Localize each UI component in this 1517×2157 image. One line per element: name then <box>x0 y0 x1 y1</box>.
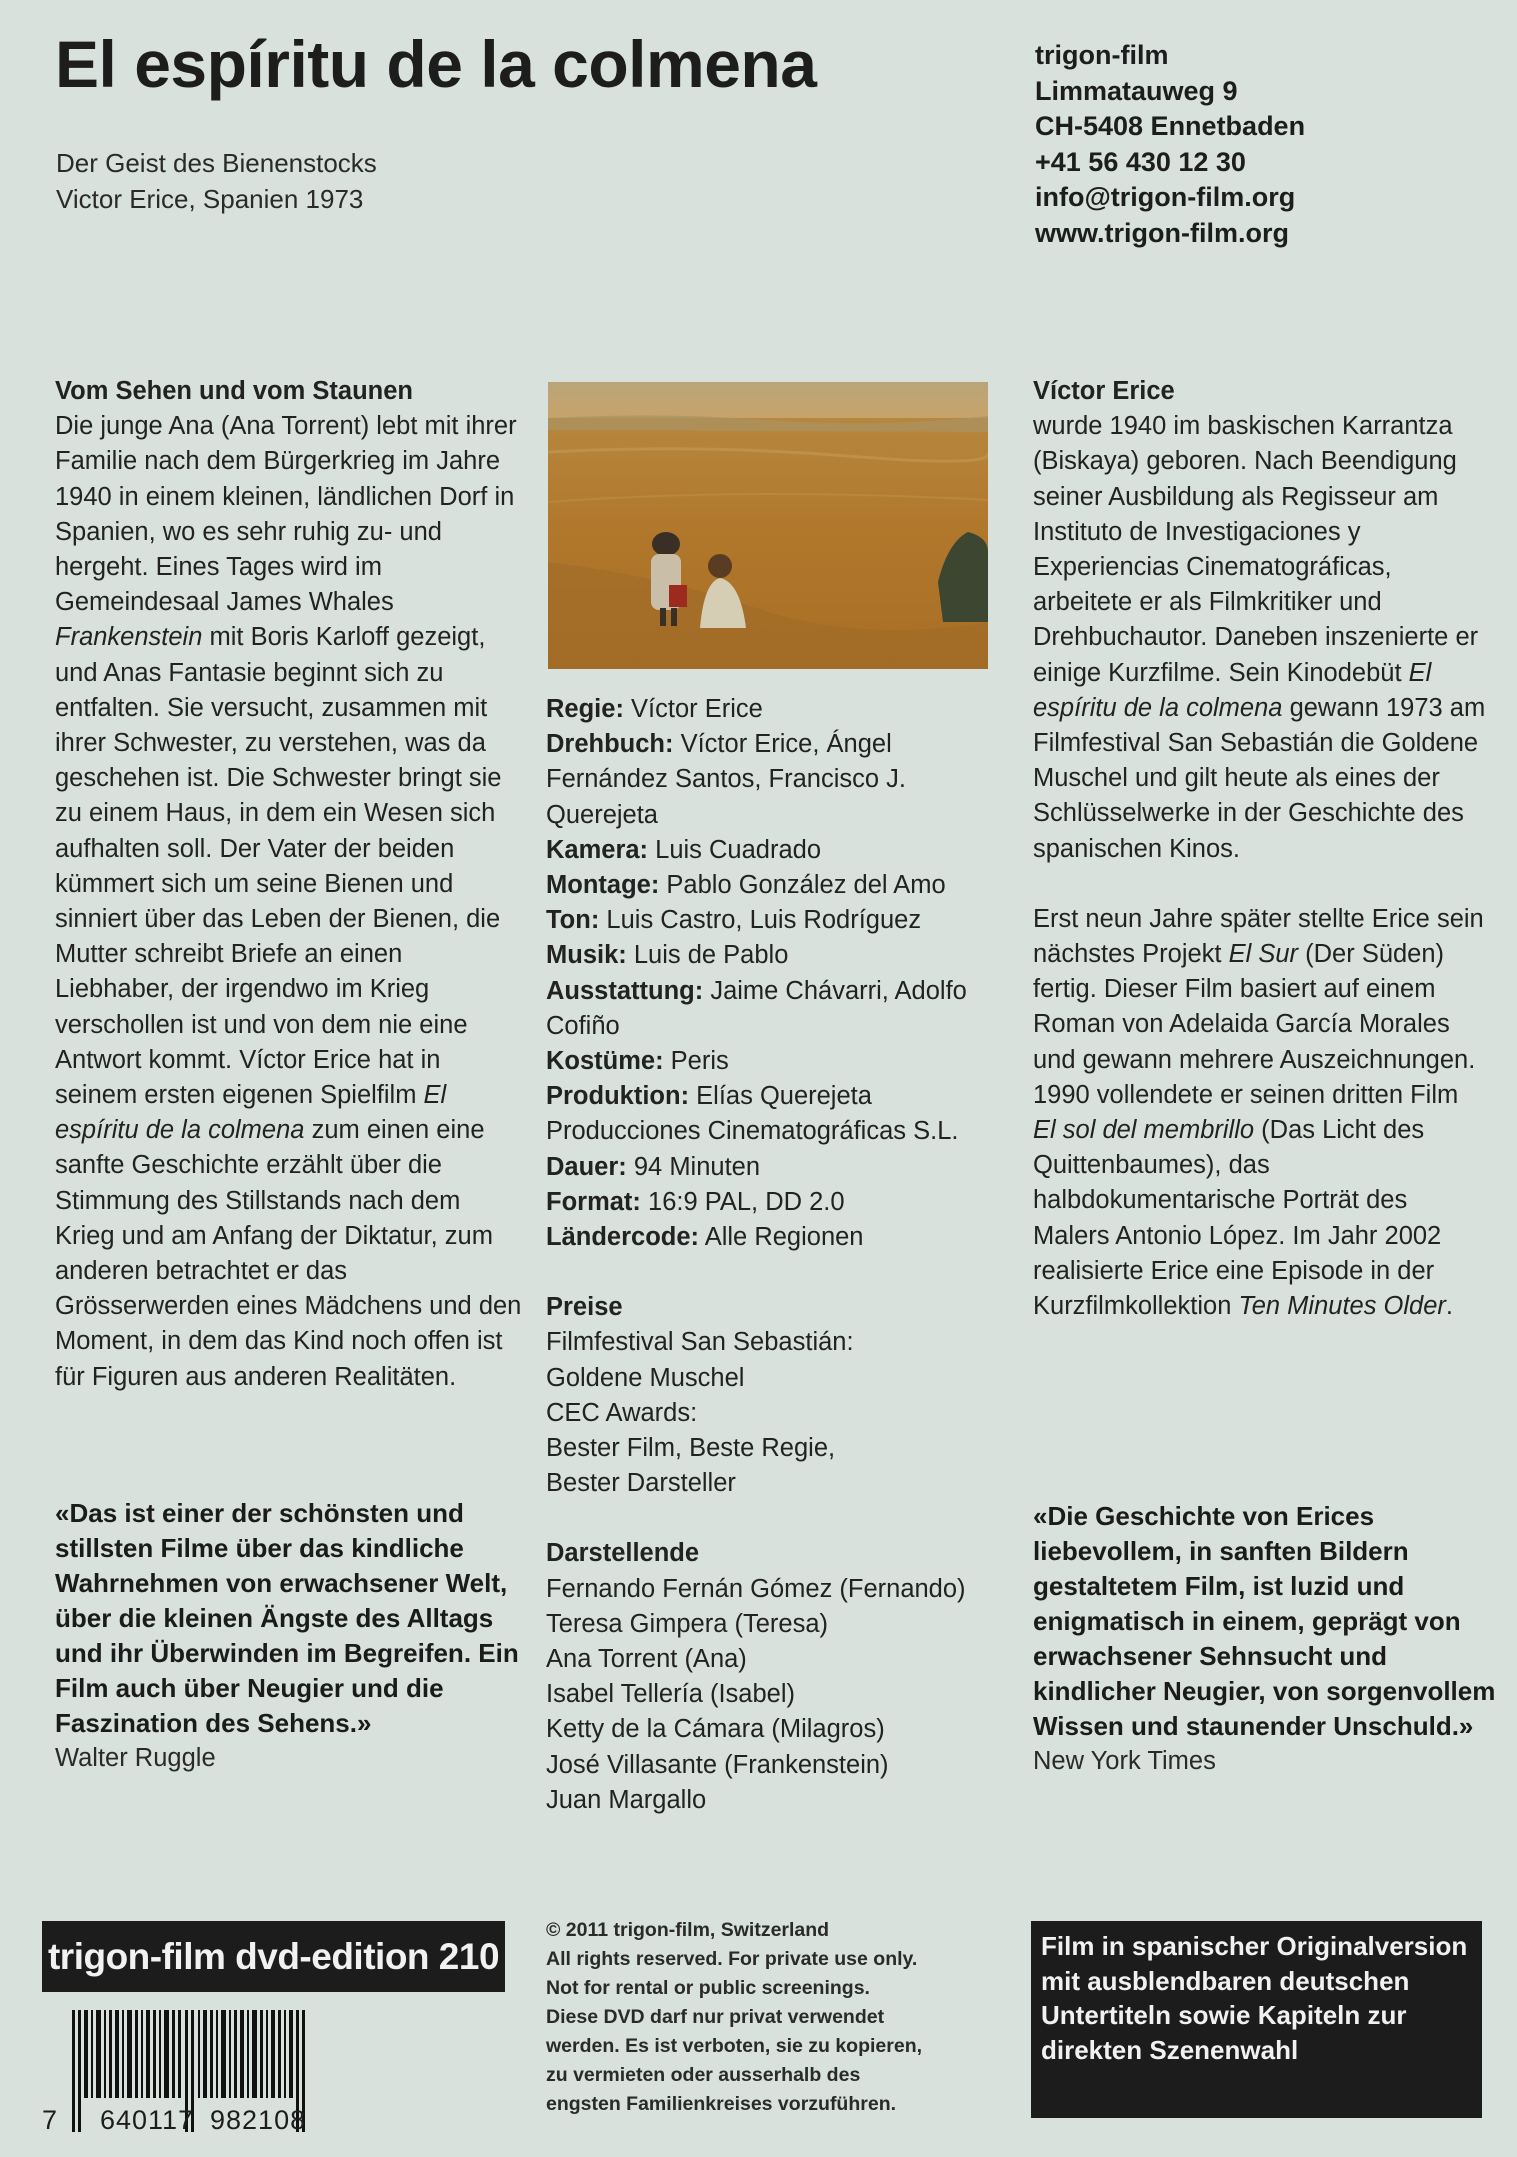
credit-drehbuch: Drehbuch: Víctor Erice, Ángel Fernández Santos, Francisco J. Querejeta <box>546 730 907 829</box>
quote-right-text: «Die Geschichte von Erices liebevollem, in sanften Bildern gestaltetem Film, ist luzid und enigmatisch in einem, geprägt von erwachsener Sehnsucht und kindlicher Neugier, von sorgenvollem Wissen und staunender Unschuld.» <box>1033 1501 1496 1741</box>
film-still-photo <box>548 382 988 669</box>
cast-member: Teresa Gimpera (Teresa) <box>546 1609 829 1638</box>
contact-email[interactable]: info@trigon-film.org <box>1035 182 1296 212</box>
contact-city: CH-5408 Ennetbaden <box>1035 111 1306 141</box>
cast-section <box>546 1536 1006 1818</box>
quote-left-author: Walter Ruggle <box>55 1744 216 1772</box>
credit-format: Format: 16:9 PAL, DD 2.0 <box>546 1187 845 1216</box>
legal-notice <box>546 1916 996 2119</box>
synopsis <box>55 374 525 1395</box>
synopsis-text: Die junge Ana (Ana Torrent) lebt mit ihrer Familie nach dem Bürgerkrieg im Jahre 1940 in einem kleinen, ländlichen Dorf in Spanien, wo es sehr ruhig zu- und hergeht. Eines Tages wird im Gemeindesaal James Whales Frankenstein mit Boris Karloff gezeigt, und Anas Fantasie beginnt sich zu entfalten. Sie versucht, zusammen mit ihrer Schwester, zu verstehen, was da geschehen ist. Die Schwester bringt sie zu einem Haus, in dem ein Wesen sich aufhalten soll. Der Vater der beiden kümmert sich um seine Bienen und sinniert über das Leben der Bienen, die Mutter schreibt Briefe an einen Liebhaber, der irgendwo im Krieg verschollen ist und von dem nie eine Antwort kommt. Víctor Erice hat in seinem ersten eigenen Spielfilm El espíritu de la colmena zum einen eine sanfte Geschichte erzählt über die Stimmung des Stillstands nach dem Krieg und am Anfang der Diktatur, zum anderen betrachtet er das Grösserwerden eines Mädchens und den Moment, in dem das Kind noch offen ist für Figuren aus anderen Realitäten. <box>55 412 522 1391</box>
director-bio-paragraph-1: wurde 1940 im baskischen Karrantza (Biskaya) geboren. Nach Beendigung seiner Ausbildung als Regisseur am Instituto de Investigaciones y Experiencias Cinematográficas, arbeitete er als Filmkritiker und Drehbuchautor. Daneben inszenierte er einige Kurzfilme. Sein Kinodebüt El espíritu de la colmena gewann 1973 am Filmfestival San Sebastián die Goldene Muschel und gilt heute als eines der Schlüsselwerke in der Geschichte des spanischen Kinos. <box>1033 412 1486 863</box>
cast-member: José Villasante (Frankenstein) <box>546 1750 889 1779</box>
legal-line: © 2011 trigon-film, Switzerland <box>546 1919 830 1941</box>
contact-street: Limmatauweg 9 <box>1035 75 1238 106</box>
award-line: Bester Film, Beste Regie, <box>546 1434 836 1463</box>
contact-block <box>1035 38 1305 251</box>
credit-dauer: Dauer: 94 Minuten <box>546 1152 761 1181</box>
cast-heading: Darstellende <box>546 1539 700 1568</box>
quote-right-author: New York Times <box>1033 1747 1216 1775</box>
subtitle <box>56 145 377 217</box>
legal-line: zu vermieten oder ausserhalb des <box>546 2064 861 2086</box>
award-line: Goldene Muschel <box>546 1363 745 1392</box>
award-line: Filmfestival San Sebastián: <box>546 1328 854 1357</box>
credits-column <box>546 692 1006 1818</box>
director-bio <box>1033 374 1488 1324</box>
cast-member: Juan Margallo <box>546 1785 707 1814</box>
credit-regie: Regie: Víctor Erice <box>546 695 763 723</box>
film-title: El espíritu de la colmena <box>55 27 817 101</box>
barcode-digits-right: 982108 <box>210 2105 307 2135</box>
director-heading: Víctor Erice <box>1033 377 1175 405</box>
awards-heading: Preise <box>546 1293 623 1322</box>
legal-line: All rights reserved. For private use only. <box>546 1948 918 1970</box>
legal-line: Diese DVD darf nur privat verwendet <box>546 2006 885 2028</box>
director-country-year: Victor Erice, Spanien 1973 <box>56 184 364 214</box>
cast-member: Isabel Tellería (Isabel) <box>546 1680 795 1709</box>
credit-ausstattung: Ausstattung: Jaime Chávarri, Adolfo Cofiño <box>546 976 967 1040</box>
contact-website[interactable]: www.trigon-film.org <box>1035 217 1289 248</box>
language-note: Film in spanischer Originalversion mit ausblendbaren deutschen Untertiteln sowie Kapiteln zur direkten Szenenwahl <box>1031 1921 1482 2118</box>
quote-right <box>1033 1499 1503 1779</box>
barcode-digit-prefix: 7 <box>42 2105 58 2135</box>
legal-line: engsten Familienkreises vorzuführen. <box>546 2093 897 2115</box>
german-title: Der Geist des Bienenstocks <box>56 148 377 178</box>
credit-laendercode: Ländercode: Alle Regionen <box>546 1223 864 1252</box>
cast-member: Fernando Fernán Gómez (Fernando) <box>546 1574 966 1603</box>
synopsis-heading: Vom Sehen und vom Staunen <box>55 377 413 405</box>
credit-produktion: Produktion: Elías Querejeta Producciones Cinematográficas S.L. <box>546 1082 959 1146</box>
credits-list <box>546 692 1006 1255</box>
legal-line: werden. Es ist verboten, sie zu kopieren, <box>546 2035 923 2057</box>
quote-left <box>55 1496 525 1776</box>
legal-line: Not for rental or public screenings. <box>546 1977 870 1999</box>
credit-montage: Montage: Pablo González del Amo <box>546 871 946 900</box>
credit-musik: Musik: Luis de Pablo <box>546 941 789 970</box>
quote-left-text: «Das ist einer der schönsten und stillsten Filme über das kindliche Wahrnehmen von erwachsener Welt, über die kleinen Ängste des Alltags und ihr Überwinden im Begreifen. Ein Film auch über Neugier und die Faszination des Sehens.» <box>55 1498 519 1738</box>
award-line: CEC Awards: <box>546 1398 698 1427</box>
awards-section <box>546 1290 1006 1501</box>
edition-label: trigon-film dvd-edition 210 <box>42 1921 505 1992</box>
director-bio-paragraph-2: Erst neun Jahre später stellte Erice sein nächstes Projekt El Sur (Der Süden) fertig. Dieser Film basiert auf einem Roman von Adelaida García Morales und gewann mehrere Auszeichnungen. 1990 vollendete er seinen dritten Film El sol del membrillo (Das Licht des Quittenbaumes), das halbdokumentarische Porträt des Malers Antonio López. Im Jahr 2002 realisierte Erice eine Episode in der Kurzfilmkollektion Ten Minutes Older. <box>1033 904 1484 1321</box>
credit-ton: Ton: Luis Castro, Luis Rodríguez <box>546 906 922 935</box>
credit-kostueme: Kostüme: Peris <box>546 1047 729 1076</box>
barcode-digits-left: 640117 <box>100 2105 195 2135</box>
contact-phone: +41 56 430 12 30 <box>1035 146 1246 177</box>
cast-member: Ana Torrent (Ana) <box>546 1645 747 1674</box>
credit-kamera: Kamera: Luis Cuadrado <box>546 835 822 864</box>
cast-member: Ketty de la Cámara (Milagros) <box>546 1715 885 1744</box>
award-line: Bester Darsteller <box>546 1469 736 1498</box>
barcode <box>42 2010 402 2138</box>
contact-company: trigon-film <box>1035 40 1169 70</box>
